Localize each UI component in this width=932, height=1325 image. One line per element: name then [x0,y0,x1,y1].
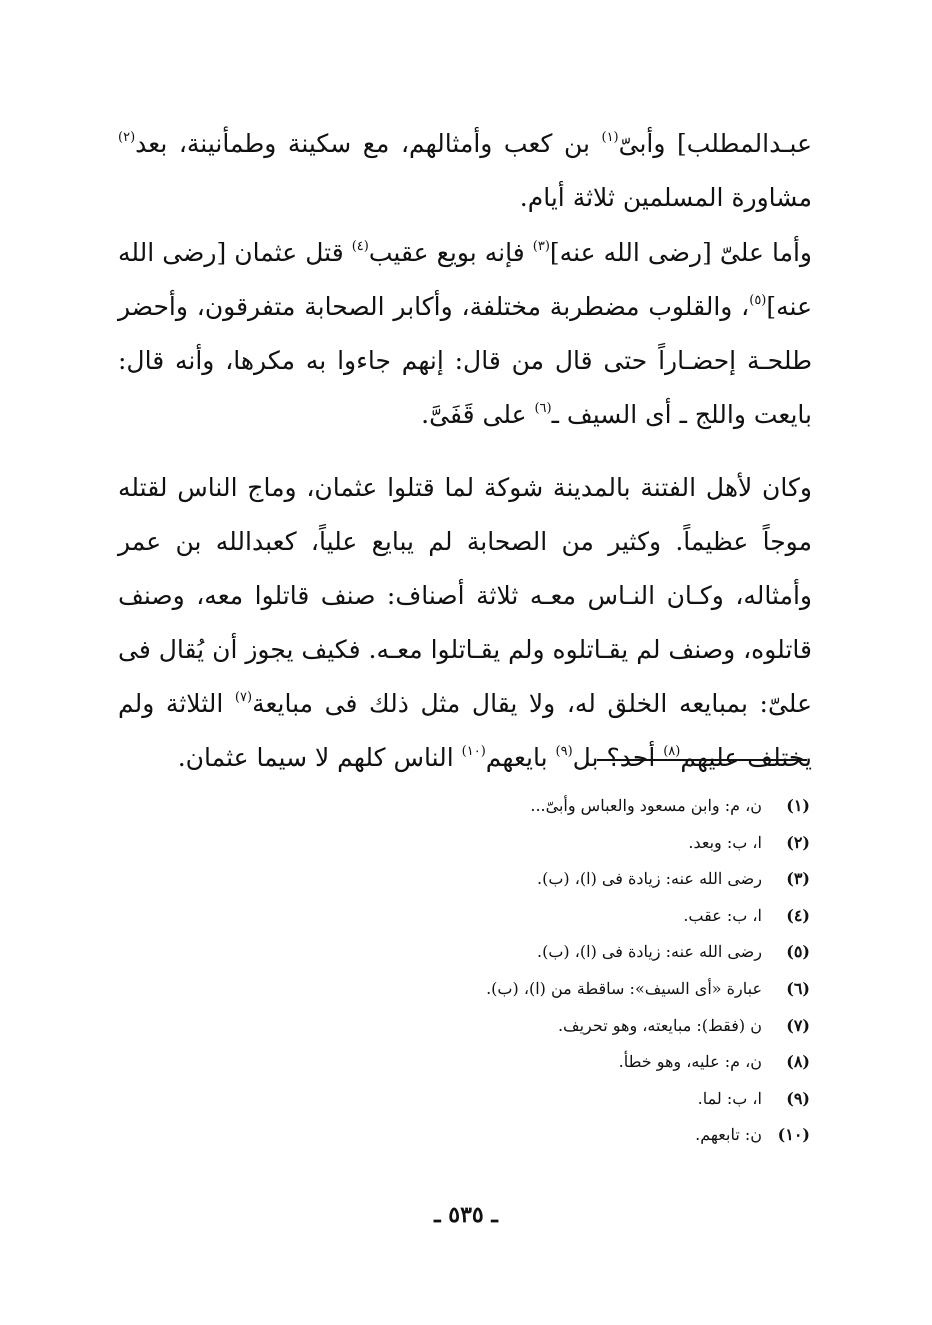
paragraph-text: عبـدالمطلب] وأبىّ [618,129,812,158]
footnote-text: ن، م: عليه، وهو خطأ. [618,1052,762,1072]
footnote-item [300,934,810,971]
footnote-marker: (١) [601,130,619,145]
footnote-number: (٢) [786,832,810,852]
paragraph-text: قتل عثمان [رضى الله عنه] [118,238,812,321]
paragraph-text: فإنه بويع عقيب [368,238,533,267]
body-paragraph-3 [118,461,812,785]
footnote-item [300,1008,810,1045]
paragraph-text: وكان لأهل الفتنة بالمدينة شوكة لما قتلوا عثمان، وماج الناس لقتله موجاً عظيماً. وكثير من الصحابة لم يبايع علياً، كعبدالله بن عمر وأمثاله، وكـان النـاس معـه ثلاثة أصناف: صنف قاتلوا معه، وصنف قاتلوه، وصنف لم يقـاتلوه ولم يقـاتلوا معـه. فكيف يجوز أن يُقال فى علىّ: بمبايعه الخلق له، ولا يقال مثل ذلك فى مبايعة [118,473,812,718]
footnote-item [300,861,810,898]
footnote-text: ن: تابعهم. [695,1125,762,1145]
paragraph-text: وأما علىّ [رضى الله عنه] [549,238,812,267]
footnote-marker: (٦) [534,401,552,416]
paragraph-text: أحد؟ بل [572,743,664,772]
footnote-text: رضى الله عنه: زيادة فى (ا)، (ب). [537,869,762,889]
footnote-text: ن، م: وابن مسعود والعباس وأبىّ... [530,796,762,815]
footnote-marker: (٩) [555,744,573,759]
footnote-item [300,788,810,825]
paragraph-text: بن كعب وأمثالهم، مع سكينة وطمأنينة، بعد [135,129,602,158]
footnote-marker: (٨) [663,744,681,759]
footnote-text: عبارة «أى السيف»: ساقطة من (ا)، (ب). [486,978,762,998]
footnote-item [300,898,810,935]
footnote-separator [597,759,807,761]
footnote-number: (١٠) [777,1125,810,1145]
footnote-marker: (٧) [234,690,253,705]
paragraph-text: الناس كلهم لا سيما عثمان. [177,743,462,772]
footnote-marker: (٥) [749,293,767,308]
footnote-number: (٤) [786,905,810,925]
footnote-text: ا، ب: عقب. [683,905,762,925]
footnote-marker: (٢) [118,130,136,145]
paragraph-text: بايعهم [485,743,556,772]
footnote-number: (٧) [786,1015,810,1035]
footnote-number: (٣) [786,869,810,889]
footnote-text: ا، ب: لما. [697,1088,762,1108]
footnote-marker: (٤) [351,239,369,254]
footnote-marker: (١٠) [461,744,486,759]
footnote-number: (٦) [786,978,810,998]
body-paragraph-1 [118,117,812,225]
footnote-item [300,971,810,1008]
paragraph-text: ، والقلوب مضطربة مختلفة، وأكابر الصحابة متفرقون، وأحضر طلحـة إحضـاراً حتى قال من قال: إنهم جاءوا به مكرها، وأنه قال: بايعت واللج ـ أى السيف ـ [118,292,812,429]
footnote-item [300,825,810,862]
footnote-number: (١) [786,796,810,815]
footnote-item [300,1081,810,1118]
paragraph-text: مشاورة المسلمين ثلاثة أيام. [519,183,812,212]
footnote-number: (٩) [786,1088,810,1108]
page-number: ـ ٥٣٥ ـ [434,1202,498,1228]
paragraph-text: الثلاثة ولم يختلف عليهم [118,689,812,772]
footnote-item [300,1044,810,1081]
footnote-text: رضى الله عنه: زيادة فى (ا)، (ب). [537,942,762,962]
footnotes-list [300,788,810,1154]
footnote-text: ا، ب: وبعد. [688,832,762,852]
footnote-marker: (٣) [532,239,550,254]
footnote-item [300,1117,810,1154]
footnote-number: (٨) [786,1052,810,1072]
paragraph-text: على قَفَىَّ. [421,400,535,429]
body-paragraph-2 [118,226,812,442]
footnote-text: ن (فقط): مبايعته، وهو تحريف. [557,1015,762,1035]
footnote-number: (٥) [786,942,810,962]
